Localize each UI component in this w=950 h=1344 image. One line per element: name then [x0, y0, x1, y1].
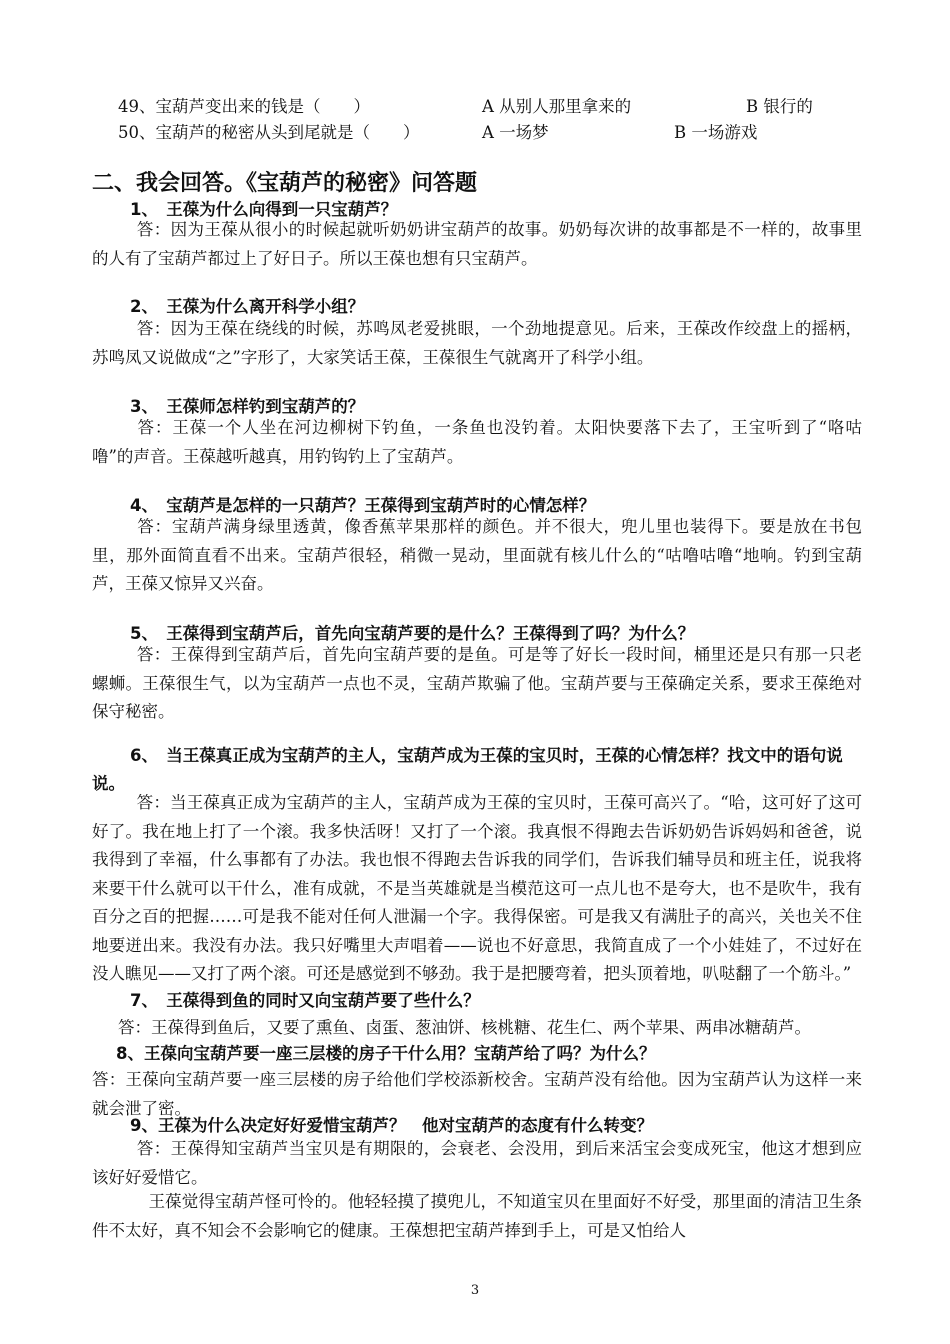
- choice-question-50: [118, 120, 758, 146]
- answer-7: 答：王葆得到鱼后，又要了熏鱼、卤蛋、葱油饼、核桃糖、花生仁、两个苹果、两串冰糖葫芦。: [118, 1018, 811, 1037]
- extra-paragraph: 王葆觉得宝葫芦怪可怜的。他轻轻摸了摸兜儿，不知道宝贝在里面好不好受，那里面的清洁卫生条件不太好，真不知会不会影响它的健康。王葆想把宝葫芦捧到手上，可是又怕给人: [92, 1192, 862, 1240]
- choice-option-b: B 一场游戏: [674, 123, 758, 142]
- page-number: 3: [470, 1283, 480, 1298]
- question-4: 4、 宝葫芦是怎样的一只葫芦？王葆得到宝葫芦时的心情怎样？: [130, 496, 596, 515]
- answer-3: 答：王葆一个人坐在河边柳树下钓鱼，一条鱼也没钓着。太阳快要落下去了，王宝听到了“咯咕噜”的声音。王葆越听越真，用钓钩钓上了宝葫芦。: [92, 418, 862, 466]
- answer-2: 答：因为王葆在绕线的时候，苏鸣凤老爱挑眼，一个劲地提意见。后来，王葆改作绞盘上的摇柄，苏鸣凤又说做成“之”字形了，大家笑话王葆，王葆很生气就离开了科学小组。: [92, 319, 862, 367]
- answer-9: 答：王葆得知宝葫芦当宝贝是有期限的，会衰老、会没用，到后来活宝会变成死宝，他这才想到应该好好爱惜它。: [92, 1139, 862, 1187]
- question-1: 1、 王葆为什么向得到一只宝葫芦？: [130, 200, 398, 219]
- answer-4: 答：宝葫芦满身绿里透黄，像香蕉苹果那样的颜色。并不很大，兜儿里也装得下。要是放在书包里，那外面简直看不出来。宝葫芦很轻，稍微一晃动，里面就有核儿什么的“咕噜咕噜“地响。钓到宝葫芦，王葆又惊异又兴奋。: [92, 517, 862, 593]
- section-title: 二、我会回答。《宝葫芦的秘密》问答题: [92, 171, 478, 196]
- question-2: 2、 王葆为什么离开科学小组？: [130, 297, 365, 316]
- question-5: 5、 王葆得到宝葫芦后，首先向宝葫芦要的是什么？王葆得到了吗？为什么？: [130, 624, 695, 643]
- choice-stem: 49、宝葫芦变出来的钱是（ ）: [118, 97, 370, 116]
- question-6: 6、 当王葆真正成为宝葫芦的主人，宝葫芦成为王葆的宝贝时，王葆的心情怎样？找文中的语句说说。: [92, 746, 843, 793]
- question-3: 3、 王葆师怎样钓到宝葫芦的？: [130, 397, 365, 416]
- question-9: 9、王葆为什么决定好好爱惜宝葫芦？ 他对宝葫芦的态度有什么转变？: [130, 1116, 653, 1135]
- choice-option-a: A 一场梦: [482, 123, 549, 142]
- question-8: 8、王葆向宝葫芦要一座三层楼的房子干什么用？宝葫芦给了吗？为什么？: [116, 1044, 656, 1063]
- answer-1: 答：因为王葆从很小的时候起就听奶奶讲宝葫芦的故事。奶奶每次讲的故事都是不一样的，故事里的人有了宝葫芦都过上了好日子。所以王葆也想有只宝葫芦。: [92, 220, 862, 268]
- choice-option-a: A 从别人那里拿来的: [482, 97, 632, 116]
- question-7: 7、 王葆得到鱼的同时又向宝葫芦要了些什么？: [130, 991, 480, 1010]
- choice-option-b: B 银行的: [746, 97, 813, 116]
- choice-question-49: [118, 94, 813, 120]
- answer-6: 答：当王葆真正成为宝葫芦的主人，宝葫芦成为王葆的宝贝时，王葆可高兴了。“哈，这可好了这可好了。我在地上打了一个滚。我多快活呀！又打了一个滚。我真恨不得跑去告诉奶奶告诉妈妈和爸爸，说我得到了幸福，什么事都有了办法。我也恨不得跑去告诉我的同学们，告诉我们辅导员和班主任，说我将来要干什么就可以干什么，准有成就，不是当英雄就是当模范这可一点儿也不是夸大，也不是吹牛，我有百分之百的把握……可是我不能对任何人泄漏一个字。我得保密。可是我又有满肚子的高兴，关也关不住地要迸出来。我没有办法。我只好嘴里大声唱着——说也不好意思，我简直成了一个小娃娃了，不过好在没人瞧见——又打了两个滚。可还是感觉到不够劲。我于是把腰弯着，把头顶着地，叭哒翻了一个筋斗。”: [92, 793, 862, 983]
- answer-5: 答：王葆得到宝葫芦后，首先向宝葫芦要的是鱼。可是等了好长一段时间，桶里还是只有那一只老螺蛳。王葆很生气，以为宝葫芦一点也不灵，宝葫芦欺骗了他。宝葫芦要与王葆确定关系，要求王葆绝对保守秘密。: [92, 645, 862, 721]
- choice-stem: 50、宝葫芦的秘密从头到尾就是（ ）: [118, 123, 420, 142]
- answer-8: 答：王葆向宝葫芦要一座三层楼的房子给他们学校添新校舍。宝葫芦没有给他。因为宝葫芦认为这样一来就会泄了密。: [92, 1070, 862, 1118]
